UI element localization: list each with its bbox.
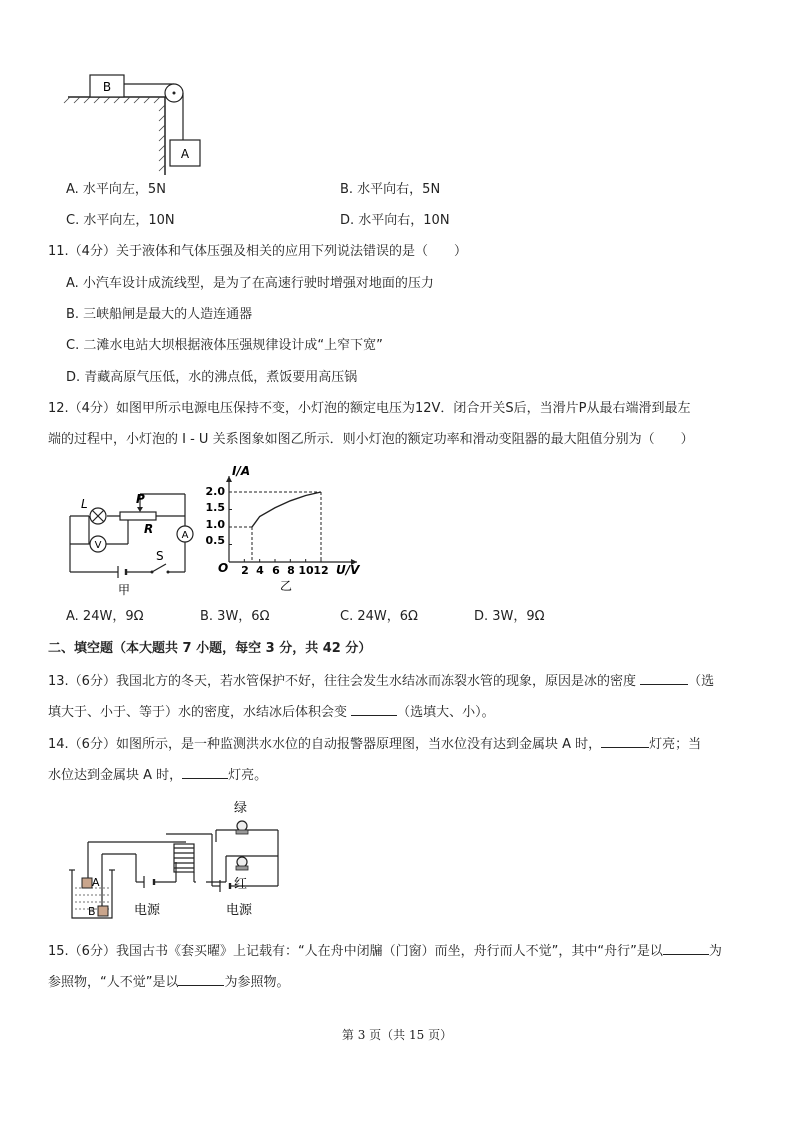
q15-text: 参照物，“人不觉”是以 [48,975,179,990]
graph-xlabel: U/V [336,563,360,577]
rheostat-label: R [144,522,154,536]
graph-ytick: 2.0 [205,485,225,498]
q11-option-d[interactable]: D. 青藏高原气压低，水的沸点低，煮饭要用高压锅 [66,370,358,385]
q13-text: （选填大、小）。 [397,705,495,720]
graph-ytick: 1.5 [205,501,225,514]
q14-text: 14.（6分）如图所示，是一种监测洪水水位的自动报警器原理图，当水位没有达到金属块 A 时， [48,737,602,752]
q11-option-c[interactable]: C. 二滩水电站大坝根据液体压强规律设计成“上窄下宽” [66,338,383,353]
q15-line1 [48,941,722,961]
switch-label: S [156,549,164,563]
graph-xtick: 4 [256,564,264,577]
q15-blank-2[interactable] [178,972,224,986]
graph-caption: 乙 [280,579,293,593]
metal-a-label: A [92,876,100,889]
page-footer: 第 3 页（共 15 页） [341,1028,453,1042]
red-lamp-label: 红 [234,877,248,892]
q10-option-a[interactable]: A. 水平向左，5N [66,182,166,197]
switch-symbol [151,571,154,574]
q15-blank-1[interactable] [663,941,709,955]
q15-text: 为参照物。 [224,975,290,990]
q14-line2 [48,765,267,785]
q12-option-b[interactable]: B. 3W，6Ω [200,609,270,624]
graph-ytick: 1.0 [205,518,225,531]
section-2-title: 二、填空题（本大题共 7 小题，每空 3 分，共 42 分） [48,641,372,656]
q10-option-c[interactable]: C. 水平向左，10N [66,213,175,228]
q13-blank-1[interactable] [640,671,688,685]
block-a-label: A [180,147,190,161]
red-lamp [237,857,247,867]
lamp-label: L [81,497,88,511]
q12-iu-graph [202,462,372,592]
q12-option-c[interactable]: C. 24W，6Ω [340,609,418,624]
graph-xtick: 2 [241,564,249,577]
graph-ytick: 0.5 [205,534,225,547]
q13-line2 [48,702,495,722]
q14-text: 灯亮。 [228,768,268,783]
q14-blank-2[interactable] [182,765,228,779]
q14-text: 水位达到金属块 A 时， [48,768,183,783]
q14-blank-1[interactable] [601,734,649,748]
q10-option-b[interactable]: B. 水平向右，5N [340,182,441,197]
rheostat-symbol [120,512,156,520]
power-source-2-label: 电源 [226,903,253,918]
q15-text: 15.（6分）我国古书《套买曜》上记载有：“人在舟中闭牖（门窗）而坐，舟行而人不觉”，其中“舟行”是以 [48,944,663,959]
block-b-label: B [102,80,112,94]
slider-label: P [136,492,145,506]
metal-b-label: B [88,905,96,918]
q12-option-d[interactable]: D. 3W，9Ω [474,609,545,624]
q12-option-a[interactable]: A. 24W，9Ω [66,609,144,624]
voltmeter-label: V [94,540,102,551]
green-lamp-label: 绿 [234,801,248,816]
green-lamp [237,821,247,831]
graph-origin: O [218,561,229,575]
q12-stem-line1: 12.（4分）如图甲所示电源电压保持不变，小灯泡的额定电压为12V．闭合开关S后，当滑片P从最右端滑到最左 [48,401,691,416]
graph-xtick: 8 [287,564,295,577]
q11-stem: 11.（4分）关于液体和气体压强及相关的应用下列说法错误的是（ ） [48,244,467,259]
q11-option-b[interactable]: B. 三峡船闸是最大的人造连通器 [66,307,253,322]
iu-curve [252,492,321,527]
q15-line2 [48,972,290,992]
q13-text: 填大于、小于、等于）水的密度，水结冰后体积会变 [48,705,352,720]
ammeter-label: A [181,530,189,541]
metal-block-a [82,878,92,888]
q15-text: 为 [708,944,722,959]
power-source-1-label: 电源 [134,903,161,918]
q10-option-d[interactable]: D. 水平向右，10N [340,213,450,228]
q11-option-a[interactable]: A. 小汽车设计成流线型，是为了在高速行驶时增强对地面的压力 [66,276,434,291]
q14-text: 灯亮；当 [649,737,702,752]
q12-stem-line2: 端的过程中，小灯泡的 I - U 关系图象如图乙所示．则小灯泡的额定功率和滑动变阻器的最大阻值分别为（ ） [48,432,694,447]
metal-block-b [98,906,108,916]
q14-line1 [48,734,701,754]
flood-alarm-diagram [66,796,296,926]
q13-text: （选 [688,674,715,689]
q12-circuit-diagram [60,490,210,600]
slider-arrow [137,507,143,512]
pulley-figure [60,65,210,180]
graph-xtick: 10 [298,564,314,577]
graph-xtick: 6 [272,564,280,577]
q13-text: 13.（6分）我国北方的冬天，若水管保护不好，往往会发生水结冰而冻裂水管的现象，原因是冰的密度 [48,674,641,689]
graph-xtick: 12 [313,564,329,577]
q13-blank-2[interactable] [351,702,397,716]
q13-line1 [48,671,714,691]
graph-ylabel: I/A [232,464,251,478]
circuit-caption: 甲 [118,583,131,597]
